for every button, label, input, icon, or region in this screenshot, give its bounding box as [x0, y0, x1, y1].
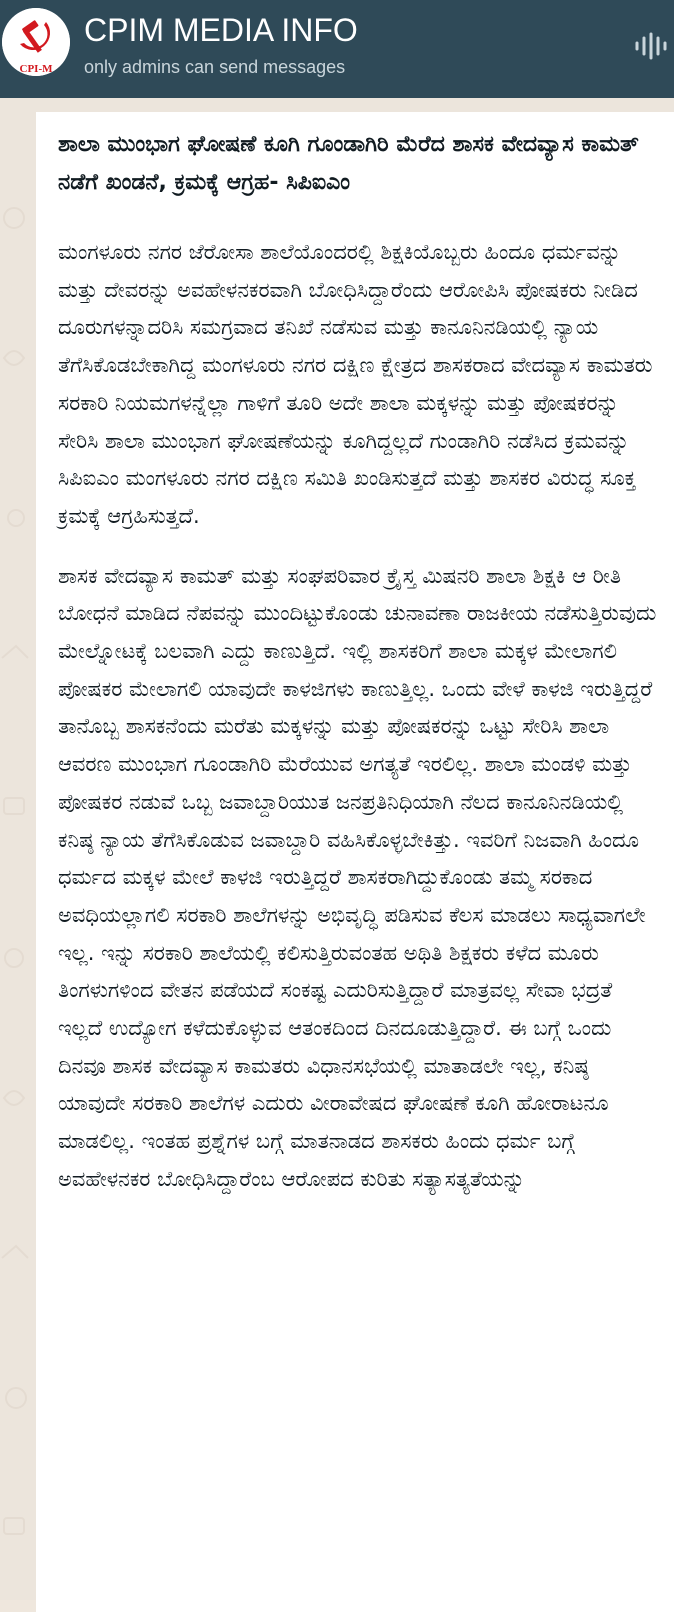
chat-header[interactable]: [0, 0, 674, 98]
hammer-sickle-icon: [2, 8, 70, 76]
message-paragraph-1: ಮಂಗಳೂರು ನಗರ ಜೆರೋಸಾ ಶಾಲೆಯೊಂದರಲ್ಲಿ ಶಿಕ್ಷಕಿಯೊಬ್ಬರು ಹಿಂದೂ ಧರ್ಮವನ್ನು ಮತ್ತು ದೇವರನ್ನು ಅವಹೇಳನಕರವಾಗಿ ಬೋಧಿಸಿದ್ದಾರೆಂದು ಆರೋಪಿಸಿ ಪೋಷಕರು ನೀಡಿದ ದೂರುಗಳನ್ನಾದರಿಸಿ ಸಮಗ್ರವಾದ ತನಿಖೆ ನಡೆಸುವ ಮತ್ತು ಕಾನೂನಿನಡಿಯಲ್ಲಿ ನ್ಯಾಯ ತೆಗೆಸಿಕೊಡಬೇಕಾಗಿದ್ದ ಮಂಗಳೂರು ನಗರ ದಕ್ಷಿಣ ಕ್ಷೇತ್ರದ ಶಾಸಕರಾದ ವೇದವ್ಯಾಸ ಕಾಮತರು ಸರಕಾರಿ ನಿಯಮಗಳನ್ನೆಲ್ಲಾ ಗಾಳಿಗೆ ತೂರಿ ಅದೇ ಶಾಲಾ ಮಕ್ಕಳನ್ನು ಮತ್ತು ಪೋಷಕರನ್ನು ಸೇರಿಸಿ ಶಾಲಾ ಮುಂಭಾಗ ಘೋಷಣೆಯನ್ನು ಕೂಗಿದ್ದಲ್ಲದೆ ಗುಂಡಾಗಿರಿ ನಡೆಸಿದ ಕ್ರಮವನ್ನು ಸಿಪಿಐಎಂ ಮಂಗಳೂರು ನಗರ ದಕ್ಷಿಣ ಸಮಿತಿ ಖಂಡಿಸುತ್ತದೆ ಮತ್ತು ಶಾಸಕರ ವಿರುದ್ಧ ಸೂಕ್ತ ಕ್ರಮಕ್ಕೆ ಆಗ್ರಹಿಸುತ್ತದೆ.: [58, 240, 653, 528]
group-avatar[interactable]: [2, 8, 70, 76]
message-bubble[interactable]: [36, 112, 674, 1612]
chat-area[interactable]: [0, 98, 674, 1600]
avatar-text: CPI-M: [19, 63, 53, 75]
message-title: ಶಾಲಾ ಮುಂಭಾಗ ಘೋಷಣೆ ಕೂಗಿ ಗೂಂಡಾಗಿರಿ ಮೆರೆದ ಶಾಸಕ ವೇದವ್ಯಾಸ ಕಾಮತ್ ನಡೆಗೆ ಖಂಡನೆ, ಕ್ರಮಕ್ಕೆ ಆಗ್ರಹ- ಸಿಪಿಐಎಂ: [58, 132, 639, 195]
message-paragraph-2: ಶಾಸಕ ವೇದವ್ಯಾಸ ಕಾಮತ್ ಮತ್ತು ಸಂಘಪರಿವಾರ ಕ್ರೈಸ್ತ ಮಿಷನರಿ ಶಾಲಾ ಶಿಕ್ಷಕಿ ಆ ರೀತಿ ಬೋಧನೆ ಮಾಡಿದ ನೆಪವನ್ನು ಮುಂದಿಟ್ಟುಕೊಂಡು ಚುನಾವಣಾ ರಾಜಕೀಯ ನಡೆಸುತ್ತಿರುವುದು ಮೇಲ್ನೋಟಕ್ಕೆ ಬಲವಾಗಿ ಎದ್ದು ಕಾಣುತ್ತಿದೆ. ಇಲ್ಲಿ ಶಾಸಕರಿಗೆ ಶಾಲಾ ಮಕ್ಕಳ ಮೇಲಾಗಲಿ ಪೋಷಕರ ಮೇಲಾಗಲಿ ಯಾವುದೇ ಕಾಳಜಿಗಳು ಕಾಣುತ್ತಿಲ್ಲ. ಒಂದು ವೇಳೆ ಕಾಳಜಿ ಇರುತ್ತಿದ್ದರೆ ತಾನೊಬ್ಬ ಶಾಸಕನೆಂದು ಮರೆತು ಮಕ್ಕಳನ್ನು ಮತ್ತು ಪೋಷಕರನ್ನು ಒಟ್ಟು ಸೇರಿಸಿ ಶಾಲಾ ಆವರಣ ಮುಂಭಾಗ ಗೂಂಡಾಗಿರಿ ಮೆರೆಯುವ ಅಗತ್ಯತೆ ಇರಲಿಲ್ಲ. ಶಾಲಾ ಮಂಡಳಿ ಮತ್ತು ಪೋಷಕರ ನಡುವೆ ಒಬ್ಬ ಜವಾಬ್ದಾರಿಯುತ ಜನಪ್ರತಿನಿಧಿಯಾಗಿ ನೆಲದ ಕಾನೂನಿನಡಿಯಲ್ಲಿ ಕನಿಷ್ಠ ನ್ಯಾಯ ತೆಗೆಸಿಕೊಡುವ ಜವಾಬ್ದಾರಿ ವಹಿಸಿಕೊಳ್ಳಬೇಕಿತ್ತು. ಇವರಿಗೆ ನಿಜವಾಗಿ ಹಿಂದೂ ಧರ್ಮದ ಮಕ್ಕಳ ಮೇಲೆ ಕಾಳಜಿ ಇರುತ್ತಿದ್ದರೆ ಶಾಸಕರಾಗಿದ್ದುಕೊಂಡು ತಮ್ಮ ಸರಕಾದ ಅವಧಿಯಲ್ಲಾಗಲಿ ಸರಕಾರಿ ಶಾಲೆಗಳನ್ನು ಅಭಿವೃದ್ಧಿ ಪಡಿಸುವ ಕೆಲಸ ಮಾಡಲು ಸಾಧ್ಯವಾಗಲೇ ಇಲ್ಲ. ಇನ್ನು ಸರಕಾರಿ ಶಾಲೆಯಲ್ಲಿ ಕಲಿಸುತ್ತಿರುವಂತಹ ಅಥಿತಿ ಶಿಕ್ಷಕರು ಕಳೆದ ಮೂರು ತಿಂಗಳುಗಳಿಂದ ವೇತನ ಪಡೆಯದೆ ಸಂಕಷ್ಟ ಎದುರಿಸುತ್ತಿದ್ದಾರೆ ಮಾತ್ರವಲ್ಲ ಸೇವಾ ಭದ್ರತೆ ಇಲ್ಲದೆ ಉದ್ಯೋಗ ಕಳೆದುಕೊಳ್ಳುವ ಆತಂಕದಿಂದ ದಿನದೂಡುತ್ತಿದ್ದಾರೆ. ಈ ಬಗ್ಗೆ ಒಂದು ದಿನವೂ ಶಾಸಕ ವೇದವ್ಯಾಸ ಕಾಮತರು ವಿಧಾನಸಭೆಯಲ್ಲಿ ಮಾತಾಡಲೇ ಇಲ್ಲ, ಕನಿಷ್ಠ ಯಾವುದೇ ಸರಕಾರಿ ಶಾಲೆಗಳ ಎದುರು ವೀರಾವೇಷದ ಘೋಷಣೆ ಕೂಗಿ ಹೋರಾಟನೂ ಮಾಡಲಿಲ್ಲ. ಇಂತಹ ಪ್ರಶ್ನೆಗಳ ಬಗ್ಗೆ ಮಾತನಾಡದ ಶಾಸಕರು ಹಿಂದು ಧರ್ಮ ಬಗ್ಗೆ ಅವಹೇಳನಕರ ಬೋಧಿಸಿದ್ದಾರೆಂಬ ಆರೋಪದ ಕುರಿತು ಸತ್ಯಾಸತ್ಯತೆಯನ್ನು: [58, 563, 657, 1191]
audio-wave-icon[interactable]: [634, 30, 668, 62]
message-body: [36, 234, 674, 1199]
chat-title[interactable]: CPIM MEDIA INFO: [84, 12, 358, 48]
chat-subtitle: only admins can send messages: [84, 57, 346, 77]
